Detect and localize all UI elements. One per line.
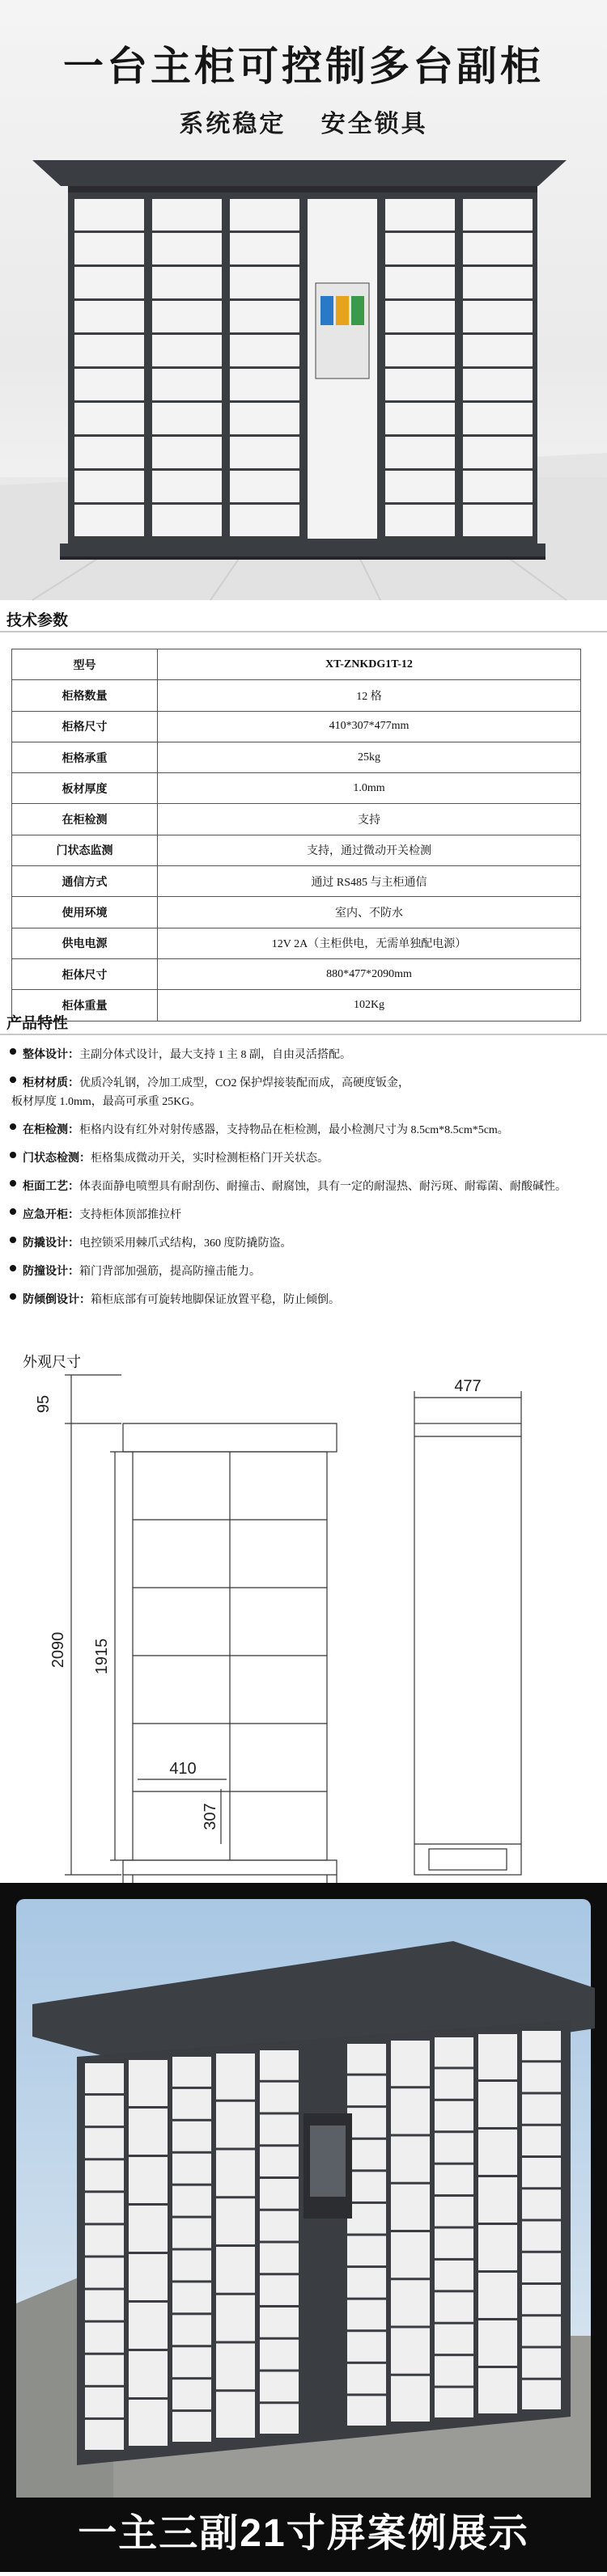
case-locker-door: [391, 2088, 430, 2134]
divider: [0, 1034, 607, 1035]
case-locker-door: [260, 2275, 299, 2305]
case-locker-door: [347, 2172, 386, 2202]
case-locker-door: [172, 2121, 211, 2151]
feature-text: 电控锁采用棘爪式结构，360 度防撬防盗。: [79, 1237, 292, 1250]
case-locker-door: [478, 2320, 517, 2366]
locker-door: [385, 437, 455, 468]
case-locker-door: [347, 2268, 386, 2298]
feature-item: [11, 1045, 596, 1064]
feature-text: 体表面静电喷塑具有耐刮伤、耐撞击、耐腐蚀，具有一定的耐湿热、耐污斑、耐霉菌、耐酸碱性。: [79, 1181, 567, 1193]
spec-value: XT-ZNKDG1T-12: [158, 649, 581, 680]
feature-item: [11, 1290, 596, 1309]
case-locker-door: [216, 2054, 255, 2100]
case-locker-door: [172, 2347, 211, 2377]
case-locker-door: [260, 2050, 299, 2080]
feature-item: [11, 1205, 596, 1225]
locker-door: [74, 267, 144, 298]
case-locker-door: [435, 2388, 473, 2417]
case-locker-door: [85, 2128, 124, 2158]
locker-door: [74, 403, 144, 434]
dimension-drawing: [0, 1375, 607, 1876]
case-locker-door: [347, 2140, 386, 2170]
case-locker-door: [435, 2292, 473, 2321]
spec-key: 柜格承重: [12, 742, 158, 772]
locker-door: [152, 369, 222, 400]
locker-door: [152, 199, 222, 231]
feature-text: 优质冷轧钢，冷加工成型，CO2 保护焊接装配而成，高硬度钣金，: [79, 1077, 410, 1089]
locker-door: [74, 369, 144, 400]
case-locker-door: [216, 2198, 255, 2244]
feature-item: [11, 1262, 596, 1281]
locker-door: [385, 505, 455, 536]
case-locker-door: [478, 2034, 517, 2079]
bullet-icon: [10, 1152, 16, 1158]
feature-label: 防撬设计：: [23, 1236, 79, 1249]
case-locker-door: [260, 2307, 299, 2337]
locker-door: [74, 471, 144, 502]
case-locker-door: [172, 2282, 211, 2312]
spec-row: [12, 804, 581, 835]
case-locker-door: [172, 2219, 211, 2248]
locker-door: [463, 403, 533, 434]
case-locker-door: [435, 2069, 473, 2098]
case-locker-door: [435, 2165, 473, 2194]
spec-value: 通过 RS485 与主柜通信: [158, 866, 581, 897]
feature-item: [11, 1148, 596, 1168]
spec-row: [12, 897, 581, 928]
case-locker-door: [172, 2186, 211, 2216]
locker-door: [385, 335, 455, 366]
case-locker-door: [435, 2101, 473, 2130]
feature-label: 柜面工艺：: [23, 1179, 79, 1192]
spec-row: [12, 990, 581, 1021]
case-locker-door: [172, 2251, 211, 2281]
hero-subtitle-lock: 安全锁具: [320, 111, 428, 137]
locker-door: [230, 471, 299, 502]
case-locker-door: [478, 2225, 517, 2270]
case-locker-door: [129, 2157, 168, 2203]
feature-text: 柜格集成微动开关，实时检测柜格门开关状态。: [91, 1153, 329, 1165]
locker-door: [230, 301, 299, 332]
case-locker-door: [522, 2349, 561, 2378]
case-locker-door: [129, 2060, 168, 2106]
case-locker-door: [172, 2379, 211, 2409]
feature-label: 在柜检测：: [23, 1123, 79, 1136]
locker-door: [230, 505, 299, 536]
case-locker-door: [347, 2076, 386, 2106]
case-locker-door: [478, 2082, 517, 2127]
features-list: [11, 1045, 596, 1318]
spec-row: [12, 958, 581, 989]
case-locker-door: [347, 2300, 386, 2330]
locker-door: [385, 369, 455, 400]
bullet-icon: [10, 1180, 16, 1186]
case-locker-door: [391, 2185, 430, 2230]
case-locker-door: [478, 2368, 517, 2413]
hero-subtitle-stable: 系统稳定: [179, 111, 287, 137]
feature-item: [11, 1120, 596, 1140]
case-locker-door: [391, 2280, 430, 2325]
locker-door: [74, 505, 144, 536]
spec-key: 在柜检测: [12, 804, 158, 835]
bullet-icon: [10, 1208, 16, 1215]
case-locker-door: [85, 2096, 124, 2126]
case-locker-door: [347, 2364, 386, 2394]
case-locker-door: [435, 2356, 473, 2385]
case-locker-door: [260, 2179, 299, 2209]
case-locker-door: [435, 2261, 473, 2290]
case-locker-door: [129, 2109, 168, 2155]
dim-body-height: 1915: [93, 1638, 111, 1675]
case-locker-door: [391, 2376, 430, 2422]
case-locker-door: [260, 2211, 299, 2241]
feature-label: 应急开柜：: [23, 1208, 79, 1220]
feature-text: 支持柜体顶部推拉杆: [79, 1209, 181, 1221]
case-locker-door: [522, 2189, 561, 2219]
locker-door: [463, 233, 533, 264]
spec-value: 12 格: [158, 680, 581, 711]
locker-door: [463, 505, 533, 536]
feature-text: 板材厚度 1.0mm，最高可承重 25KG。: [11, 1096, 202, 1108]
case-locker-door: [260, 2372, 299, 2402]
case-locker-door: [172, 2089, 211, 2119]
case-locker-door: [522, 2222, 561, 2251]
case-locker-door: [260, 2115, 299, 2145]
case-locker-door: [216, 2295, 255, 2341]
locker-door: [463, 437, 533, 468]
case-locker-door: [260, 2147, 299, 2176]
dim-cell-width: 410: [169, 1760, 197, 1778]
locker-door: [152, 301, 222, 332]
case-locker-door: [172, 2154, 211, 2184]
locker-door: [385, 471, 455, 502]
locker-door: [463, 369, 533, 400]
locker-door: [74, 301, 144, 332]
case-locker-door: [85, 2225, 124, 2255]
case-locker-door: [522, 2285, 561, 2314]
locker-door: [463, 267, 533, 298]
locker-door: [152, 471, 222, 502]
case-locker-door: [216, 2151, 255, 2197]
case-locker-door: [391, 2137, 430, 2182]
case-locker-door: [522, 2253, 561, 2282]
spec-key: 使用环境: [12, 897, 158, 928]
spec-section-title: 技术参数: [6, 612, 69, 629]
spec-value: 410*307*477mm: [158, 711, 581, 742]
case-locker-door: [347, 2108, 386, 2138]
feature-label: 防撞设计：: [23, 1264, 79, 1277]
bullet-icon: [10, 1237, 16, 1243]
case-locker-door: [85, 2323, 124, 2353]
spec-key: 供电电源: [12, 928, 158, 958]
dim-total-height: 2090: [49, 1631, 67, 1669]
feature-label: 柜材材质：: [23, 1076, 79, 1089]
case-locker-door: [129, 2303, 168, 2349]
locker-door: [74, 437, 144, 468]
spec-table: [11, 649, 581, 1022]
case-locker-door: [129, 2400, 168, 2446]
case-locker-door: [435, 2037, 473, 2066]
bullet-icon: [10, 1293, 16, 1300]
feature-text: 主副分体式设计，最大支持 1 主 8 副，自由灵活搭配。: [79, 1049, 351, 1061]
spec-value: 880*477*2090mm: [158, 958, 581, 989]
locker-door: [152, 233, 222, 264]
case-locker-door: [129, 2254, 168, 2300]
case-locker-door: [172, 2412, 211, 2442]
feature-item: [11, 1073, 596, 1093]
locker-door: [152, 505, 222, 536]
case-locker-door: [129, 2206, 168, 2252]
case-locker-door: [85, 2388, 124, 2417]
case-locker-door: [216, 2102, 255, 2148]
spec-key: 柜格尺寸: [12, 711, 158, 742]
case-locker-door: [391, 2232, 430, 2278]
case-locker-door: [129, 2351, 168, 2397]
case-locker-door: [216, 2344, 255, 2390]
spec-key: 门状态监测: [12, 835, 158, 865]
hero-banner: [0, 0, 607, 600]
case-locker-door: [216, 2392, 255, 2438]
locker-door: [152, 335, 222, 366]
case-locker-door: [347, 2332, 386, 2362]
spec-row: [12, 773, 581, 804]
locker-door: [74, 335, 144, 366]
locker-door: [230, 335, 299, 366]
case-locker-door: [522, 2062, 561, 2092]
case-title: 一主三副21寸屏案例展示: [78, 2512, 529, 2555]
case-locker-door: [522, 2095, 561, 2124]
case-locker-door: [522, 2158, 561, 2187]
locker-door: [385, 403, 455, 434]
spec-row: [12, 742, 581, 772]
locker-door: [152, 403, 222, 434]
locker-door: [74, 199, 144, 231]
locker-door: [230, 403, 299, 434]
locker-door: [230, 233, 299, 264]
case-locker-door: [85, 2355, 124, 2385]
drawing-section-title: 外观尺寸: [23, 1354, 81, 1370]
feature-item: [11, 1177, 596, 1196]
spec-value: 1.0mm: [158, 773, 581, 804]
case-locker-door: [391, 2329, 430, 2374]
locker-door: [230, 369, 299, 400]
feature-item: [11, 1233, 596, 1253]
case-locker-door: [347, 2044, 386, 2074]
case-locker-door: [435, 2229, 473, 2258]
case-locker-door: [478, 2130, 517, 2175]
hero-subtitle: [0, 104, 607, 139]
case-locker-door: [85, 2290, 124, 2320]
hero-title: 一台主柜可控制多台副柜: [63, 44, 544, 89]
locker-door: [463, 471, 533, 502]
case-locker-door: [260, 2404, 299, 2434]
spec-value: 12V 2A（主柜供电，无需单独配电源）: [158, 928, 581, 958]
case-locker-door: [391, 2041, 430, 2086]
case-locker-door: [85, 2420, 124, 2450]
locker-door: [230, 267, 299, 298]
divider: [0, 631, 607, 632]
case-locker-door: [85, 2063, 124, 2093]
spec-key: 型号: [12, 649, 158, 680]
case-locker-door: [478, 2273, 517, 2318]
locker-door: [385, 233, 455, 264]
locker-door: [74, 233, 144, 264]
case-locker-door: [85, 2193, 124, 2223]
case-locker-door: [435, 2324, 473, 2354]
spec-key: 柜格数量: [12, 680, 158, 711]
case-locker-door: [522, 2380, 561, 2409]
locker-door: [230, 437, 299, 468]
locker-door: [463, 301, 533, 332]
bullet-icon: [10, 1265, 16, 1271]
locker-door: [385, 199, 455, 231]
case-locker-door: [522, 2031, 561, 2060]
case-locker-door: [522, 2126, 561, 2155]
case-locker-door: [478, 2177, 517, 2223]
case-locker-door: [85, 2160, 124, 2190]
case-locker-door: [435, 2133, 473, 2162]
case-locker-door: [172, 2315, 211, 2345]
dim-top-gap: 95: [35, 1394, 53, 1414]
case-locker-door: [347, 2204, 386, 2234]
spec-key: 柜体重量: [12, 990, 158, 1021]
case-photo: [0, 1883, 607, 2572]
dim-cell-height: 307: [202, 1803, 219, 1830]
case-locker-door: [172, 2057, 211, 2087]
spec-row: [12, 835, 581, 865]
spec-key: 通信方式: [12, 866, 158, 897]
spec-value: 室内、不防水: [158, 897, 581, 928]
bullet-icon: [10, 1048, 16, 1055]
bullet-icon: [10, 1077, 16, 1083]
feature-text: 箱门背部加强筋，提高防撞击能力。: [79, 1266, 261, 1278]
spec-value: 支持: [158, 804, 581, 835]
locker-door: [463, 335, 533, 366]
case-showcase: [0, 1883, 607, 2572]
locker-door: [385, 267, 455, 298]
spec-row: [12, 928, 581, 958]
feature-label: 整体设计：: [23, 1047, 79, 1060]
spec-value: 支持，通过微动开关检测: [158, 835, 581, 865]
feature-text: 柜格内设有红外对射传感器，支持物品在柜检测，最小检测尺寸为 8.5cm*8.5cm*5cm。: [79, 1124, 509, 1136]
spec-row: [12, 711, 581, 742]
locker-door: [385, 301, 455, 332]
feature-label: 门状态检测：: [23, 1151, 91, 1164]
case-locker-door: [347, 2396, 386, 2426]
spec-row: [12, 680, 581, 711]
case-locker-door: [260, 2340, 299, 2370]
case-locker-door: [85, 2258, 124, 2288]
case-locker-door: [260, 2083, 299, 2113]
locker-door: [152, 437, 222, 468]
locker-door: [152, 267, 222, 298]
case-locker-door: [522, 2316, 561, 2345]
locker-door: [463, 199, 533, 231]
spec-row: [12, 866, 581, 897]
spec-key: 柜体尺寸: [12, 958, 158, 989]
spec-value: 25kg: [158, 742, 581, 772]
feature-label: 防倾倒设计：: [23, 1292, 91, 1305]
case-locker-door: [347, 2236, 386, 2266]
locker-door: [230, 199, 299, 231]
feature-item: [11, 1093, 596, 1111]
spec-row: [12, 649, 581, 680]
bullet-icon: [10, 1123, 16, 1130]
features-section-title: 产品特性: [6, 1015, 69, 1032]
case-locker-door: [435, 2197, 473, 2226]
dim-depth: 477: [454, 1377, 482, 1395]
spec-key: 板材厚度: [12, 773, 158, 804]
spec-value: 102Kg: [158, 990, 581, 1021]
case-locker-door: [260, 2244, 299, 2274]
case-locker-door: [216, 2247, 255, 2293]
feature-text: 箱柜底部有可旋转地脚保证放置平稳，防止倾倒。: [91, 1294, 340, 1306]
